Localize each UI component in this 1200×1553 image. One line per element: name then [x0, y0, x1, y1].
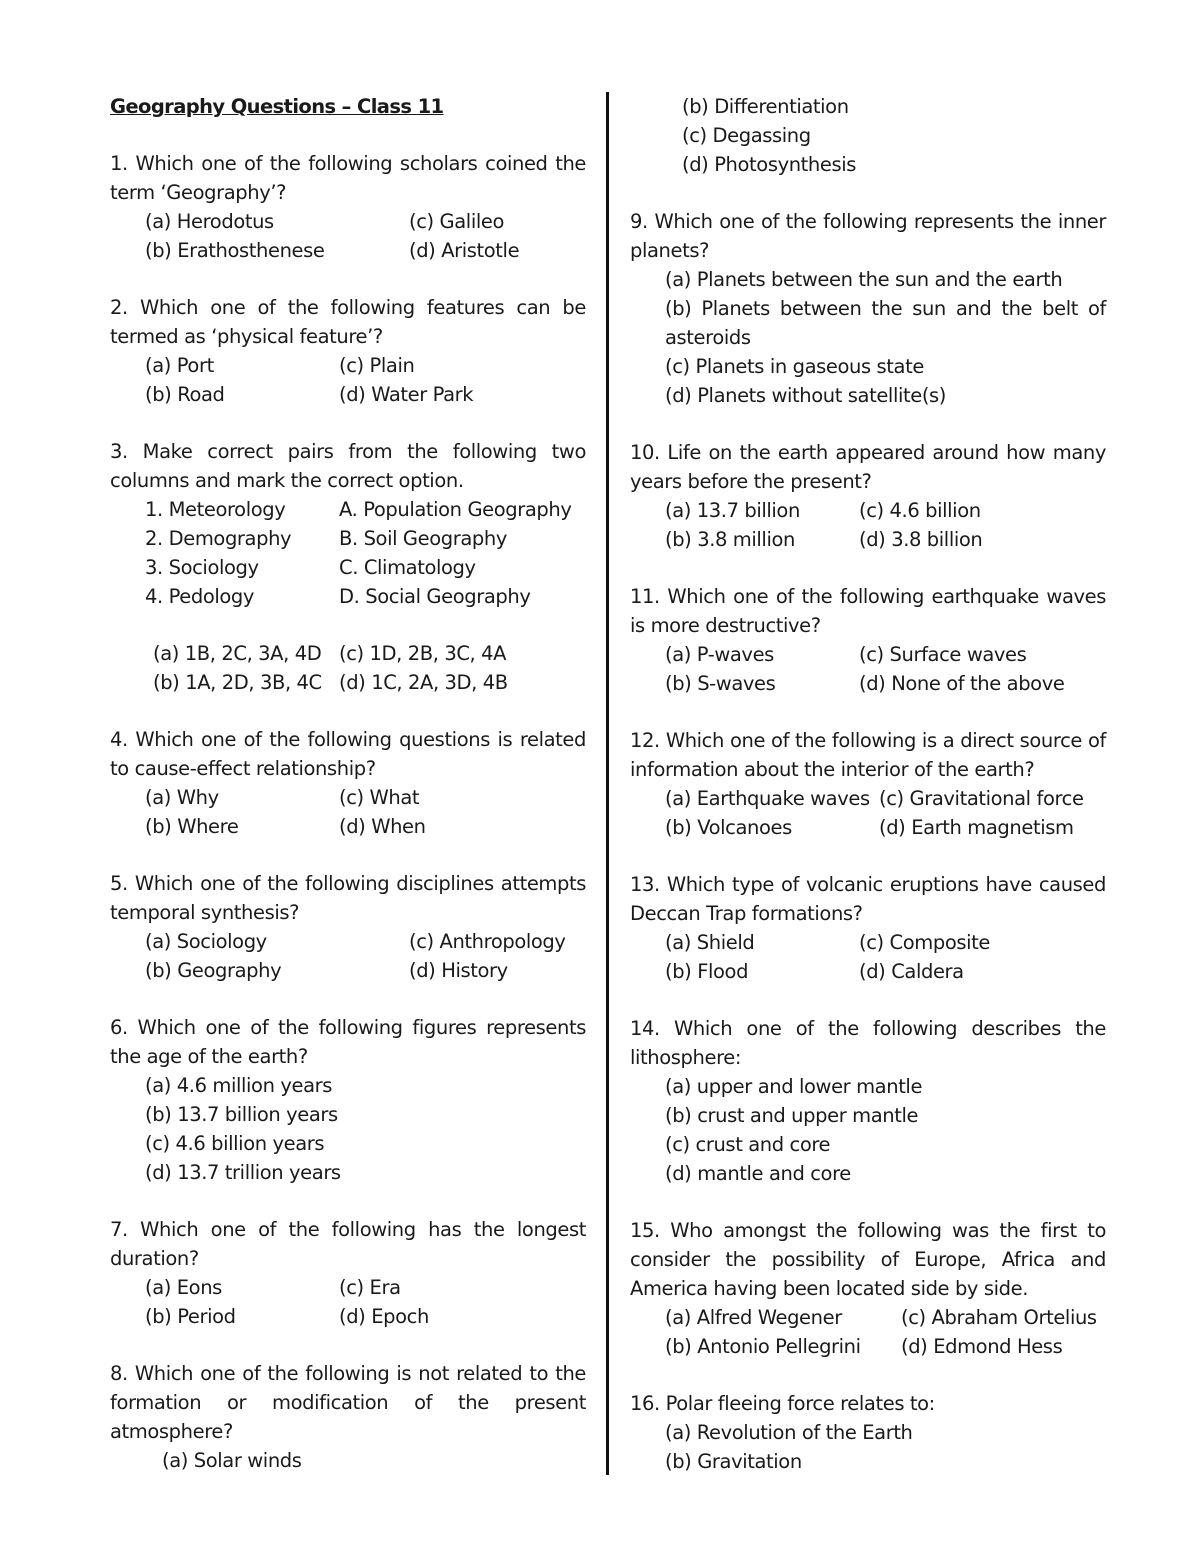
question-12: [630, 726, 1106, 842]
option-d: (d) Photosynthesis: [682, 153, 857, 176]
option-c: (c) 1D, 2B, 3C, 4A: [339, 642, 507, 665]
option-b: (b) Where: [145, 815, 239, 838]
option-c: (c) Anthropology: [409, 930, 566, 953]
question-stem: 4. Which one of the following questions is related to cause-effect relationship?: [110, 728, 586, 780]
question-stem: 12. Which one of the following is a direct source of information about the interior of the earth?: [630, 729, 1106, 781]
option-b: (b) Road: [145, 383, 225, 406]
option-d: (d) mantle and core: [665, 1162, 851, 1185]
question-stem: 6. Which one of the following figures represents the age of the earth?: [110, 1016, 586, 1068]
option-d: (d) Water Park: [339, 383, 474, 406]
left-column: [110, 92, 586, 1503]
option-c: (c) Planets in gaseous state: [665, 355, 924, 378]
question-5: [110, 869, 586, 985]
question-stem: 8. Which one of the following is not related to the formation or modification of the present atmosphere?: [110, 1362, 586, 1443]
question-stem: 5. Which one of the following disciplines attempts temporal synthesis?: [110, 872, 586, 924]
option-a: (a) upper and lower mantle: [665, 1075, 923, 1098]
option-c: (c) Gravitational force: [879, 787, 1084, 810]
option-c: (c) 4.6 billion: [859, 499, 981, 522]
question-1: [110, 149, 586, 265]
question-3: [110, 437, 586, 697]
option-d: (d) Planets without satellite(s): [665, 384, 947, 407]
question-stem: 2. Which one of the following features can be termed as ‘physical feature’?: [110, 296, 586, 348]
question-8: [110, 1359, 586, 1475]
option-a: (a) Planets between the sun and the earth: [665, 268, 1063, 291]
option-d: (d) Aristotle: [409, 239, 520, 262]
right-column: [630, 92, 1106, 1504]
option-d: (d) Edmond Hess: [901, 1335, 1063, 1358]
option-a: (a) 1B, 2C, 3A, 4D: [153, 642, 322, 665]
option-d: (d) Caldera: [859, 960, 964, 983]
option-a: (a) Shield: [665, 931, 755, 954]
option-a: (a) Revolution of the Earth: [665, 1421, 913, 1444]
question-stem: 16. Polar fleeing force relates to:: [630, 1392, 935, 1415]
question-16: [630, 1389, 1106, 1476]
option-a: (a) 4.6 million years: [145, 1074, 332, 1097]
option-b: (b) Antonio Pellegrini: [665, 1335, 861, 1358]
option-b: (b) Differentiation: [682, 95, 849, 118]
question-stem: 15. Who amongst the following was the first to consider the possibility of Europe, Africa and America having been located side by side.: [630, 1219, 1106, 1300]
option-b: (b) Volcanoes: [665, 816, 792, 839]
option-a: (a) Eons: [145, 1276, 222, 1299]
option-d: (d) Earth magnetism: [879, 816, 1074, 839]
option-a: (a) Port: [145, 354, 214, 377]
option-c: (c) Degassing: [682, 124, 811, 147]
option-c: (c) Surface waves: [859, 643, 1027, 666]
question-2: [110, 293, 586, 409]
question-15: [630, 1216, 1106, 1361]
option-a: (a) Why: [145, 786, 219, 809]
option-c: (c) What: [339, 786, 420, 809]
option-c: (c) Era: [339, 1276, 401, 1299]
question-stem: 14. Which one of the following describes the lithosphere:: [630, 1017, 1106, 1069]
option-b: (b) 1A, 2D, 3B, 4C: [153, 671, 322, 694]
option-c: (c) 4.6 billion years: [145, 1132, 325, 1155]
option-a: (a) P-waves: [665, 643, 774, 666]
question-4: [110, 725, 586, 841]
option-a: (a) Solar winds: [162, 1449, 302, 1472]
option-d: (d) 3.8 billion: [859, 528, 983, 551]
question-stem: 11. Which one of the following earthquake waves is more destructive?: [630, 585, 1106, 637]
column-divider: [606, 92, 609, 1475]
pair-row: 2. Demography B. Soil Geography: [145, 527, 507, 550]
question-14: [630, 1014, 1106, 1188]
option-a: (a) 13.7 billion: [665, 499, 800, 522]
option-d: (d) History: [409, 959, 508, 982]
question-stem: 10. Life on the earth appeared around how many years before the present?: [630, 441, 1106, 493]
question-8-continued: [630, 92, 1106, 179]
option-b: (b) Planets between the sun and the belt of asteroids: [665, 297, 1106, 349]
option-d: (d) 1C, 2A, 3D, 4B: [339, 671, 508, 694]
option-d: (d) Epoch: [339, 1305, 429, 1328]
question-stem: 1. Which one of the following scholars coined the term ‘Geography’?: [110, 152, 586, 204]
option-c: (c) Galileo: [409, 210, 504, 233]
option-b: (b) 3.8 million: [665, 528, 795, 551]
option-c: (c) crust and core: [665, 1133, 831, 1156]
option-a: (a) Sociology: [145, 930, 267, 953]
option-b: (b) 13.7 billion years: [145, 1103, 338, 1126]
option-b: (b) crust and upper mantle: [665, 1104, 919, 1127]
option-b: (b) S-waves: [665, 672, 776, 695]
option-d: (d) 13.7 trillion years: [145, 1161, 341, 1184]
option-b: (b) Period: [145, 1305, 236, 1328]
pair-row: 1. Meteorology A. Population Geography: [145, 498, 572, 521]
page-title: Geography Questions – Class 11: [110, 95, 444, 118]
option-b: (b) Erathosthenese: [145, 239, 325, 262]
option-b: (b) Geography: [145, 959, 282, 982]
question-6: [110, 1013, 586, 1187]
question-stem: 13. Which type of volcanic eruptions have caused Deccan Trap formations?: [630, 873, 1106, 925]
question-13: [630, 870, 1106, 986]
option-b: (b) Gravitation: [665, 1450, 802, 1473]
option-d: (d) None of the above: [859, 672, 1065, 695]
question-9: [630, 207, 1106, 410]
option-a: (a) Herodotus: [145, 210, 274, 233]
option-a: (a) Alfred Wegener: [665, 1306, 842, 1329]
option-a: (a) Earthquake waves: [665, 787, 870, 810]
option-c: (c) Plain: [339, 354, 415, 377]
pair-row: 3. Sociology C. Climatology: [145, 556, 476, 579]
option-b: (b) Flood: [665, 960, 749, 983]
pair-row: 4. Pedology D. Social Geography: [145, 585, 531, 608]
question-11: [630, 582, 1106, 698]
option-c: (c) Abraham Ortelius: [901, 1306, 1097, 1329]
question-7: [110, 1215, 586, 1331]
question-stem: 7. Which one of the following has the longest duration?: [110, 1218, 586, 1270]
question-stem: 9. Which one of the following represents the inner planets?: [630, 210, 1106, 262]
option-c: (c) Composite: [859, 931, 991, 954]
question-stem: 3. Make correct pairs from the following two columns and mark the correct option.: [110, 440, 586, 492]
option-d: (d) When: [339, 815, 426, 838]
question-10: [630, 438, 1106, 554]
